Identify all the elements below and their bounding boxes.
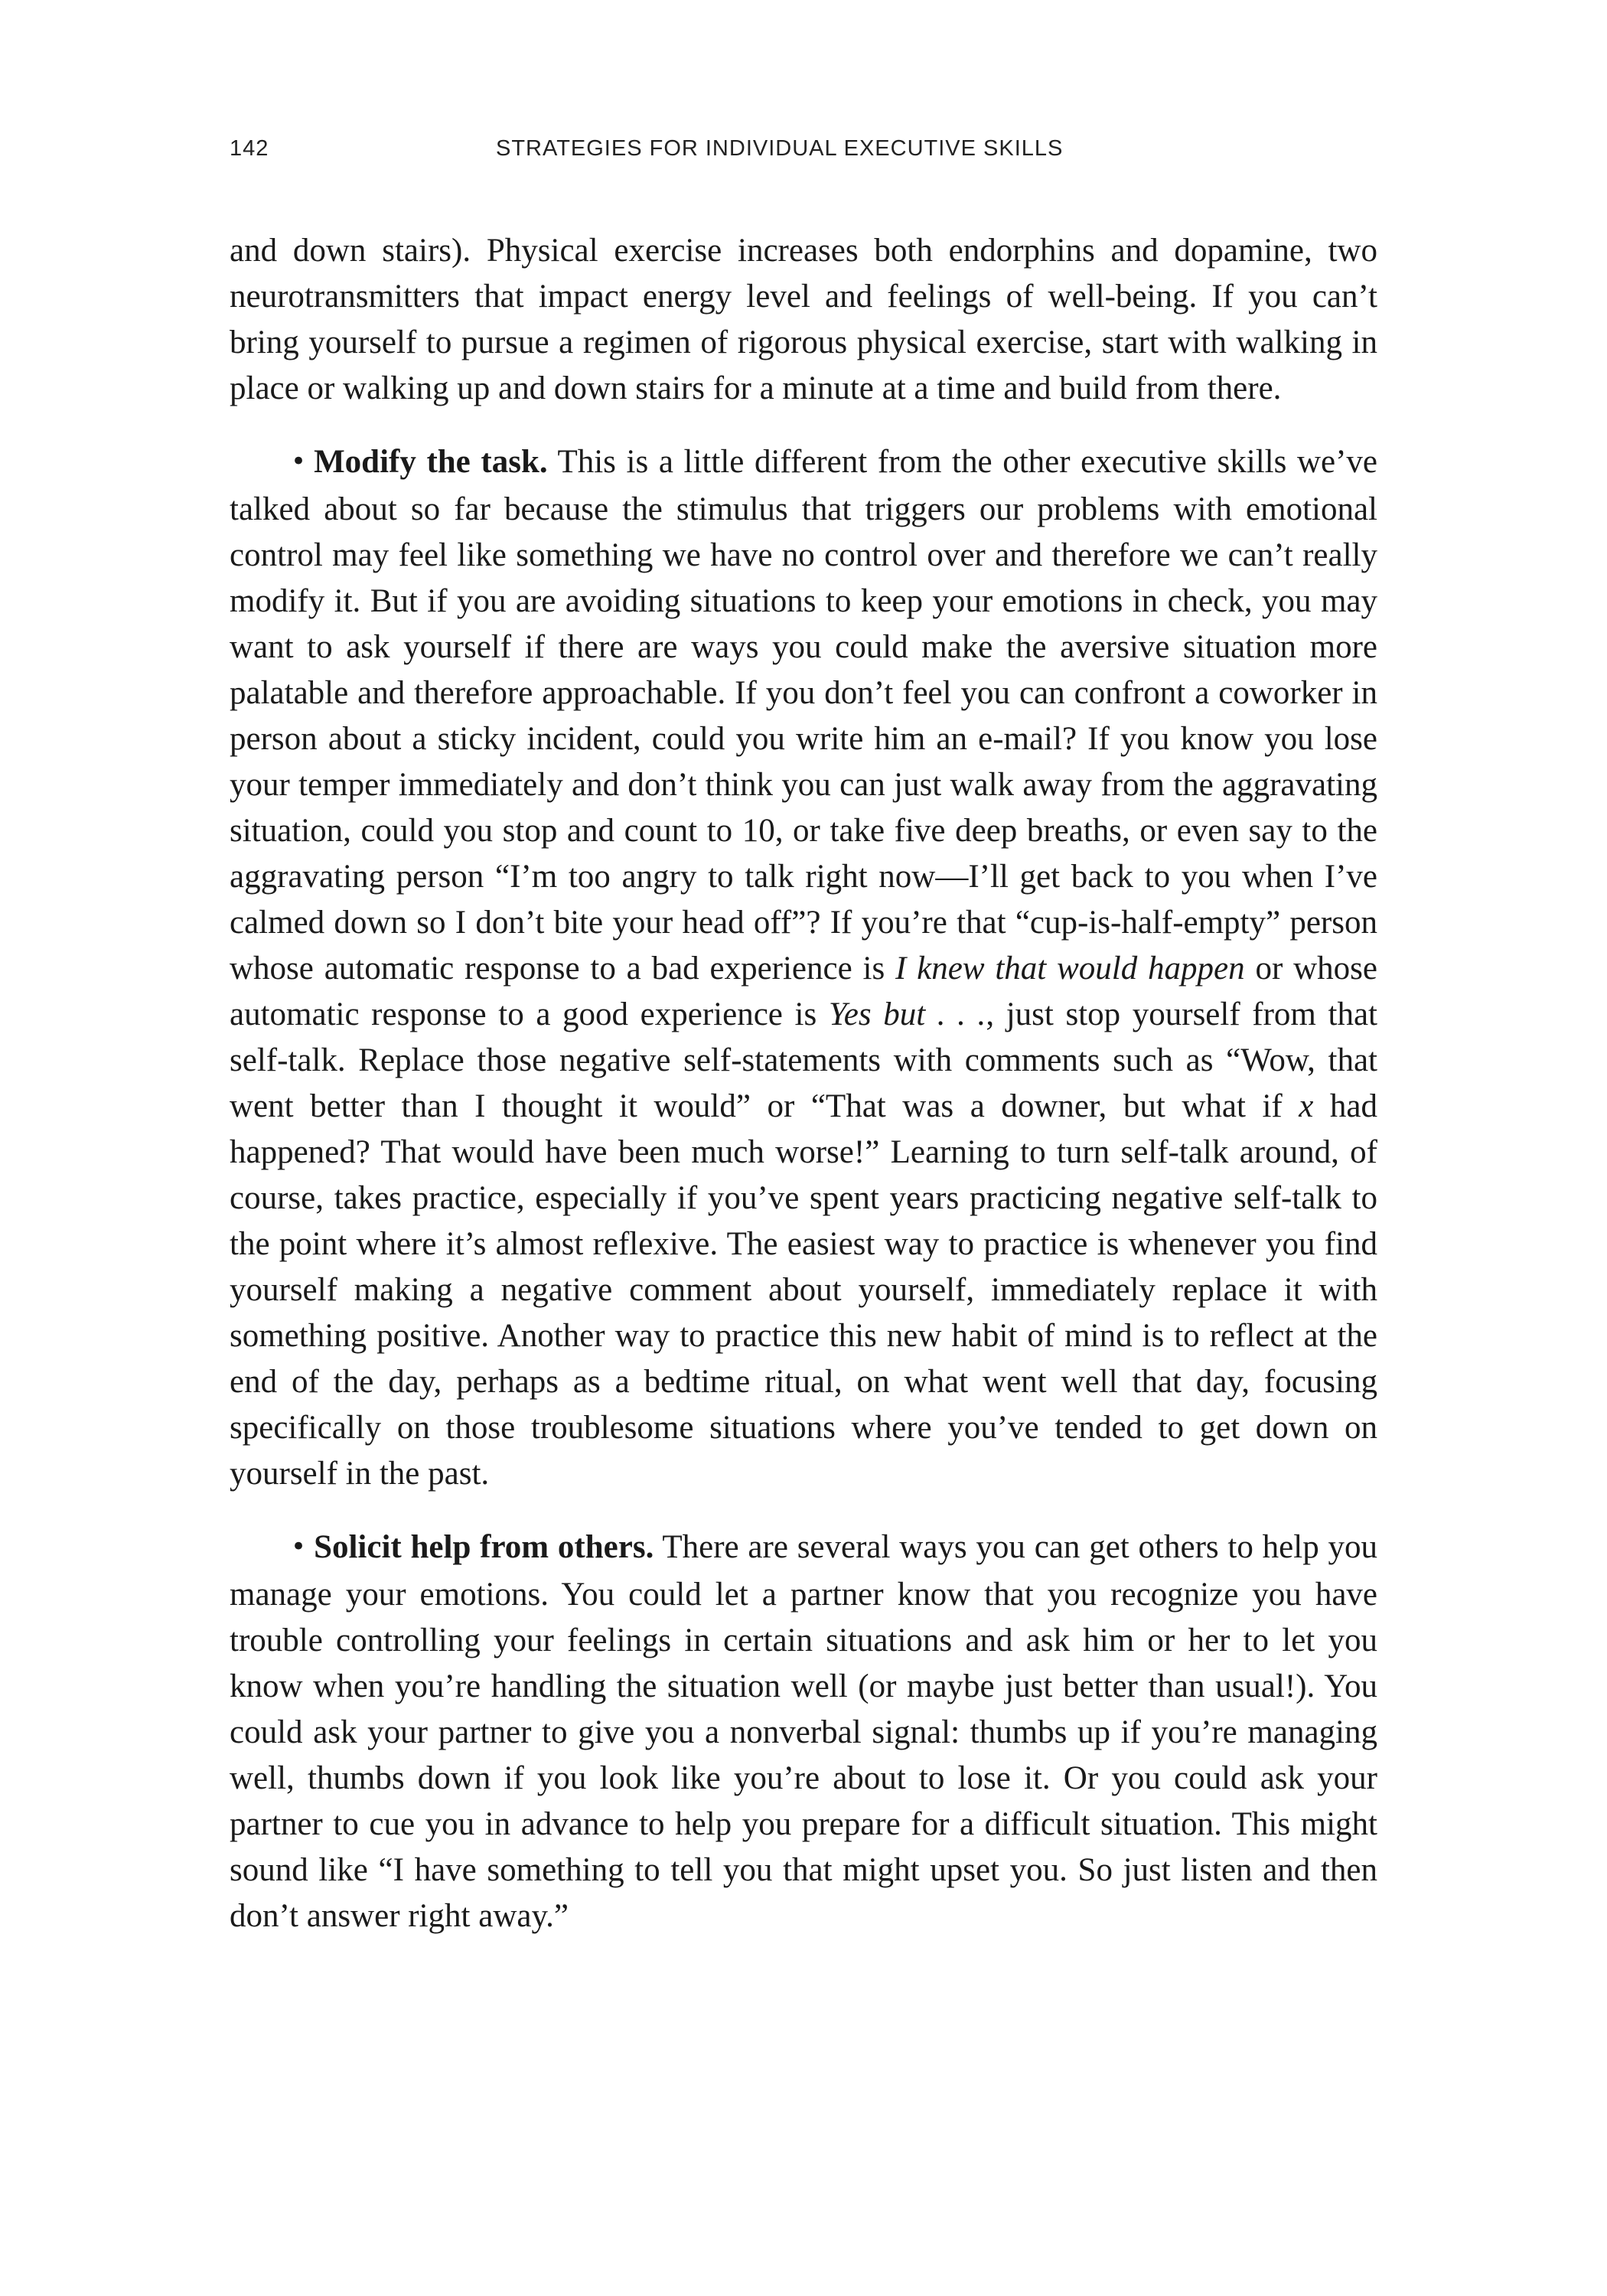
- bullet-lead: Modify the task.: [314, 444, 548, 480]
- bullet-modify-the-task: [230, 439, 1377, 1497]
- bullet-text: or whose automatic response to a good experience is: [230, 951, 1377, 1032]
- page-number: 142: [230, 136, 269, 161]
- bullet-text: , just stop yourself from that self-talk. Replace those negative self-statements with comments such as “Wow, that went better than I thought it would” or “That was a downer, but what if: [230, 996, 1377, 1124]
- bullet-text: This is a little different from the other executive skills we’ve talked about so far because the stimulus that triggers our problems with emotional control may feel like something we have no control over and therefore we can’t really modify it. But if you are avoiding situations to keep your emotions in check, you may want to ask yourself if there are ways you could make the aversive situation more palatable and therefore approachable. If you don’t feel you can confront a coworker in person about a sticky incident, could you write him an e-mail? If you know you lose your temper immediately and don’t think you can just walk away from the aggravating situation, could you stop and count to 10, or take five deep breaths, or even say to the aggravating person “I’m too angry to talk right now—I’ll get back to you when I’ve calmed down so I don’t bite your head off”? If you’re that “cup-is-half-empty” person whose automatic response to a bad experience is: [230, 444, 1377, 987]
- bullet-icon: •: [291, 1531, 307, 1562]
- bullet-lead: Solicit help from others.: [314, 1529, 654, 1565]
- bullet-text: There are several ways you can get others to help you manage your emotions. You could let a partner know that you recognize you have trouble controlling your feelings in certain situations and ask him or her to let you know when you’re handling the situation well (or maybe just better than usual!). You could ask your partner to give you a nonverbal signal: thumbs up if you’re managing well, thumbs down if you look like you’re about to lose it. Or you could ask your partner to cue you in advance to help you prepare for a difficult situation. This might sound like “I have something to tell you that might upset you. So just listen and then don’t answer right away.”: [230, 1529, 1377, 1934]
- running-head: [230, 136, 1377, 170]
- continuation-paragraph: and down stairs). Physical exercise increases both endorphins and dopamine, two neurotransmitters that impact energy level and feelings of well-being. If you can’t bring yourself to pursue a regimen of rigorous physical exercise, start with walking in place or walking up and down stairs for a minute at a time and build from there.: [230, 233, 1377, 406]
- bullet-text: had happened? That would have been much worse!” Learning to turn self-talk around, of course, takes practice, especially if you’ve spent years practicing negative self-talk to the point where it’s almost reflexive. The easiest way to practice is whenever you find yourself making a negative comment about yourself, immediately replace it with something positive. Another way to practice this new habit of mind is to reflect at the end of the day, perhaps as a bedtime ritual, on what went well that day, focusing specifically on those troublesome situations where you’ve tended to get down on yourself in the past.: [230, 1088, 1378, 1492]
- running-title: STRATEGIES FOR INDIVIDUAL EXECUTIVE SKILLS: [496, 136, 1064, 161]
- bullet-icon: •: [291, 446, 307, 477]
- body-text: [230, 228, 1377, 1939]
- italic-phrase: Yes but . . .: [828, 996, 986, 1032]
- bullet-solicit-help: [230, 1525, 1377, 1939]
- italic-phrase: I knew that would happen: [895, 951, 1245, 987]
- italic-phrase: x: [1299, 1088, 1314, 1124]
